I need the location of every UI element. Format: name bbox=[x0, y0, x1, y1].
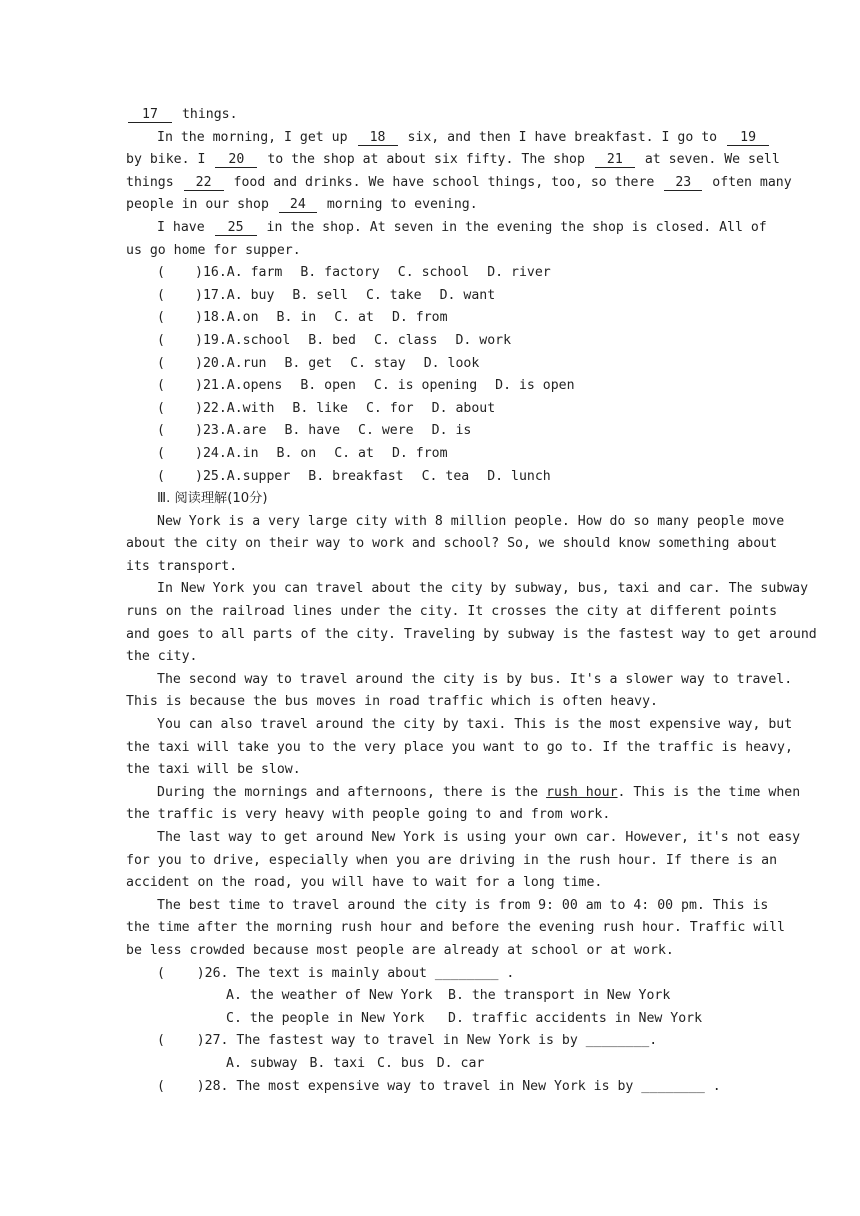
option-b: B. sell bbox=[292, 287, 348, 303]
question-28: ( )28. The most expensive way to travel in New York is by ________ . bbox=[157, 1078, 721, 1094]
option-c: C. take bbox=[365, 287, 422, 303]
cloze-line bbox=[126, 194, 734, 217]
option-b: B. like bbox=[292, 400, 348, 416]
option-c: C. school bbox=[397, 265, 470, 281]
option: D. traffic accidents in New York bbox=[448, 1010, 703, 1026]
option-b: B. in bbox=[276, 310, 317, 326]
cloze-question-25 bbox=[126, 466, 734, 489]
option-a: A.with bbox=[226, 400, 275, 416]
cloze-text: often many bbox=[712, 174, 792, 190]
reading-questions bbox=[126, 963, 734, 1099]
rush-hour-term: rush hour bbox=[546, 784, 618, 800]
option-b: B. open bbox=[300, 378, 356, 394]
blank-17: 17 bbox=[128, 107, 172, 123]
option-a: A.on bbox=[226, 310, 259, 326]
cloze-line bbox=[126, 172, 792, 195]
question-27: ( )27. The fastest way to travel in New York is by ________. bbox=[157, 1033, 658, 1049]
option: C. bus bbox=[377, 1055, 425, 1071]
option-d: D. about bbox=[431, 400, 496, 416]
answer-paren: ( bbox=[157, 355, 165, 371]
option-a: A.are bbox=[226, 423, 267, 439]
option-b: B. have bbox=[284, 423, 341, 439]
cloze-text: people in our shop bbox=[126, 197, 269, 213]
cloze-question-list bbox=[126, 262, 734, 488]
blank-20: 20 bbox=[215, 152, 257, 168]
option-a: A.opens bbox=[226, 378, 283, 394]
option-c: C. tea bbox=[421, 468, 470, 484]
option-b: B. breakfast bbox=[308, 468, 404, 484]
option-d: D. work bbox=[455, 332, 512, 348]
cloze-text: six, and then I have breakfast. I go to bbox=[407, 129, 718, 145]
answer-paren: ( bbox=[157, 423, 165, 439]
passage-line: its transport. bbox=[126, 558, 238, 574]
cloze-text: things bbox=[126, 174, 174, 190]
blank-21: 21 bbox=[595, 152, 635, 168]
question-number: )25. bbox=[195, 468, 227, 484]
passage-line: the traffic is very heavy with people going to and from work. bbox=[126, 807, 611, 823]
option-a: A.school bbox=[226, 332, 291, 348]
cloze-text: to the shop at about six fifty. The shop bbox=[267, 152, 585, 168]
cloze-question-17 bbox=[126, 285, 734, 308]
option-a: A.run bbox=[226, 355, 267, 371]
option-d: D. from bbox=[391, 445, 448, 461]
option-c: C. for bbox=[365, 400, 414, 416]
option-d: D. is bbox=[431, 423, 472, 439]
question-27-options bbox=[126, 1053, 734, 1076]
option-c: C. is opening bbox=[373, 378, 478, 394]
option-d: D. from bbox=[391, 310, 448, 326]
option-a: A. buy bbox=[226, 287, 275, 303]
cloze-question-19 bbox=[126, 330, 734, 353]
question-26: ( )26. The text is mainly about ________ . bbox=[157, 965, 515, 981]
passage-line: You can also travel around the city by taxi. This is the most expensive way, but bbox=[157, 717, 793, 733]
option: D. car bbox=[436, 1055, 485, 1071]
reading-passage bbox=[126, 511, 817, 963]
answer-paren: ( bbox=[157, 265, 165, 281]
option-b: B. factory bbox=[300, 265, 380, 281]
blank-23: 23 bbox=[664, 175, 702, 191]
answer-paren: ( bbox=[157, 287, 165, 303]
answer-paren: ( bbox=[157, 332, 165, 348]
passage-line bbox=[126, 782, 801, 805]
cloze-question-22 bbox=[126, 398, 734, 421]
passage-line: the taxi will take you to the very place you want to go to. If the traffic is heavy, bbox=[126, 739, 793, 755]
blank-24: 24 bbox=[279, 197, 317, 213]
option: A. subway bbox=[226, 1055, 298, 1071]
cloze-text: morning to evening. bbox=[326, 197, 478, 213]
answer-paren: ( bbox=[157, 445, 165, 461]
cloze-text: by bike. I bbox=[126, 152, 206, 168]
passage-line: accident on the road, you will have to wait for a long time. bbox=[126, 875, 603, 891]
passage-line: be less crowded because most people are already at school or at work. bbox=[126, 942, 674, 958]
blank-22: 22 bbox=[184, 175, 224, 191]
answer-paren: ( bbox=[157, 378, 165, 394]
cloze-text: things. bbox=[181, 107, 238, 122]
answer-paren: ( bbox=[157, 468, 165, 484]
option-d: D. lunch bbox=[487, 468, 551, 484]
question-number: )19. bbox=[195, 332, 227, 348]
cloze-line bbox=[126, 217, 767, 240]
passage-text: During the mornings and afternoons, there is the bbox=[157, 784, 539, 800]
document-page bbox=[126, 104, 817, 1098]
option-a: A. farm bbox=[226, 265, 283, 281]
option-a: A.in bbox=[226, 445, 259, 461]
option-d: D. river bbox=[487, 265, 551, 281]
cloze-text: in the shop. At seven in the evening the shop is closed. All of bbox=[266, 219, 767, 235]
section-heading: Ⅲ. 阅读理解(10分) bbox=[157, 491, 268, 507]
passage-line: New York is a very large city with 8 million people. How do so many people move bbox=[157, 513, 785, 529]
passage-line: In New York you can travel about the city by subway, bus, taxi and car. The subway bbox=[157, 581, 809, 597]
option-c: C. were bbox=[358, 423, 414, 439]
option-d: D. is open bbox=[495, 378, 575, 394]
passage-text: . This is the time when bbox=[617, 784, 801, 800]
question-26-options bbox=[126, 985, 734, 1008]
cloze-question-18 bbox=[126, 307, 734, 330]
passage-line: the taxi will be slow. bbox=[126, 762, 301, 778]
option-a: A.supper bbox=[226, 468, 291, 484]
cloze-question-24 bbox=[126, 443, 734, 466]
cloze-line bbox=[126, 127, 757, 150]
option-c: C. stay bbox=[350, 355, 406, 371]
option-b: B. get bbox=[284, 355, 333, 371]
question-number: )17. bbox=[195, 287, 227, 303]
question-number: )21. bbox=[195, 378, 227, 394]
passage-line: The best time to travel around the city is from 9: 00 am to 4: 00 pm. This is bbox=[157, 897, 769, 913]
option-b: B. on bbox=[276, 445, 317, 461]
passage-line: the time after the morning rush hour and before the evening rush hour. Traffic will bbox=[126, 920, 785, 936]
passage-line: runs on the railroad lines under the city. It crosses the city at different points bbox=[126, 604, 778, 620]
option: A. the weather of New York bbox=[226, 988, 433, 1004]
question-number: )23. bbox=[195, 423, 227, 439]
question-number: )18. bbox=[195, 310, 227, 326]
option-d: D. look bbox=[423, 355, 480, 371]
passage-line: The second way to travel around the city is by bus. It's a slower way to travel. bbox=[157, 671, 793, 687]
answer-paren: ( bbox=[157, 400, 165, 416]
blank-19: 19 bbox=[727, 130, 769, 146]
question-number: )16. bbox=[195, 265, 227, 281]
passage-line: This is because the bus moves in road traffic which is often heavy. bbox=[126, 694, 658, 710]
passage-line: The last way to get around New York is using your own car. However, it's not easy bbox=[157, 830, 801, 845]
blank-18: 18 bbox=[358, 130, 398, 146]
option-d: D. want bbox=[439, 287, 496, 303]
option-b: B. bed bbox=[308, 332, 356, 348]
cloze-text: In the morning, I get up bbox=[157, 129, 348, 145]
option-c: C. class bbox=[373, 332, 438, 348]
cloze-line-17 bbox=[126, 104, 734, 127]
question-26-options bbox=[126, 1008, 734, 1031]
passage-line: and goes to all parts of the city. Traveling by subway is the fastest way to get around bbox=[126, 626, 817, 642]
blank-25: 25 bbox=[215, 220, 257, 236]
cloze-question-23 bbox=[126, 420, 734, 443]
cloze-question-16 bbox=[126, 262, 734, 285]
cloze-line: us go home for supper. bbox=[126, 242, 301, 258]
option-c: C. at bbox=[334, 310, 374, 326]
answer-paren: ( bbox=[157, 310, 165, 326]
question-number: )24. bbox=[195, 445, 227, 461]
cloze-text: food and drinks. We have school things, too, so there bbox=[233, 174, 655, 190]
option: C. the people in New York bbox=[226, 1010, 425, 1026]
passage-line: the city. bbox=[126, 649, 198, 665]
cloze-text: at seven. We sell bbox=[644, 152, 780, 168]
passage-line: about the city on their way to work and school? So, we should know something about bbox=[126, 536, 778, 552]
cloze-question-20 bbox=[126, 353, 734, 376]
cloze-question-21 bbox=[126, 375, 734, 398]
cloze-text: I have bbox=[157, 219, 205, 235]
option-c: C. at bbox=[334, 445, 374, 461]
cloze-line bbox=[126, 149, 780, 172]
option: B. taxi bbox=[309, 1055, 366, 1071]
option: B. the transport in New York bbox=[448, 988, 671, 1004]
question-number: )20. bbox=[195, 355, 227, 371]
passage-line: for you to drive, especially when you are driving in the rush hour. If there is an bbox=[126, 852, 778, 868]
question-number: )22. bbox=[195, 400, 227, 416]
